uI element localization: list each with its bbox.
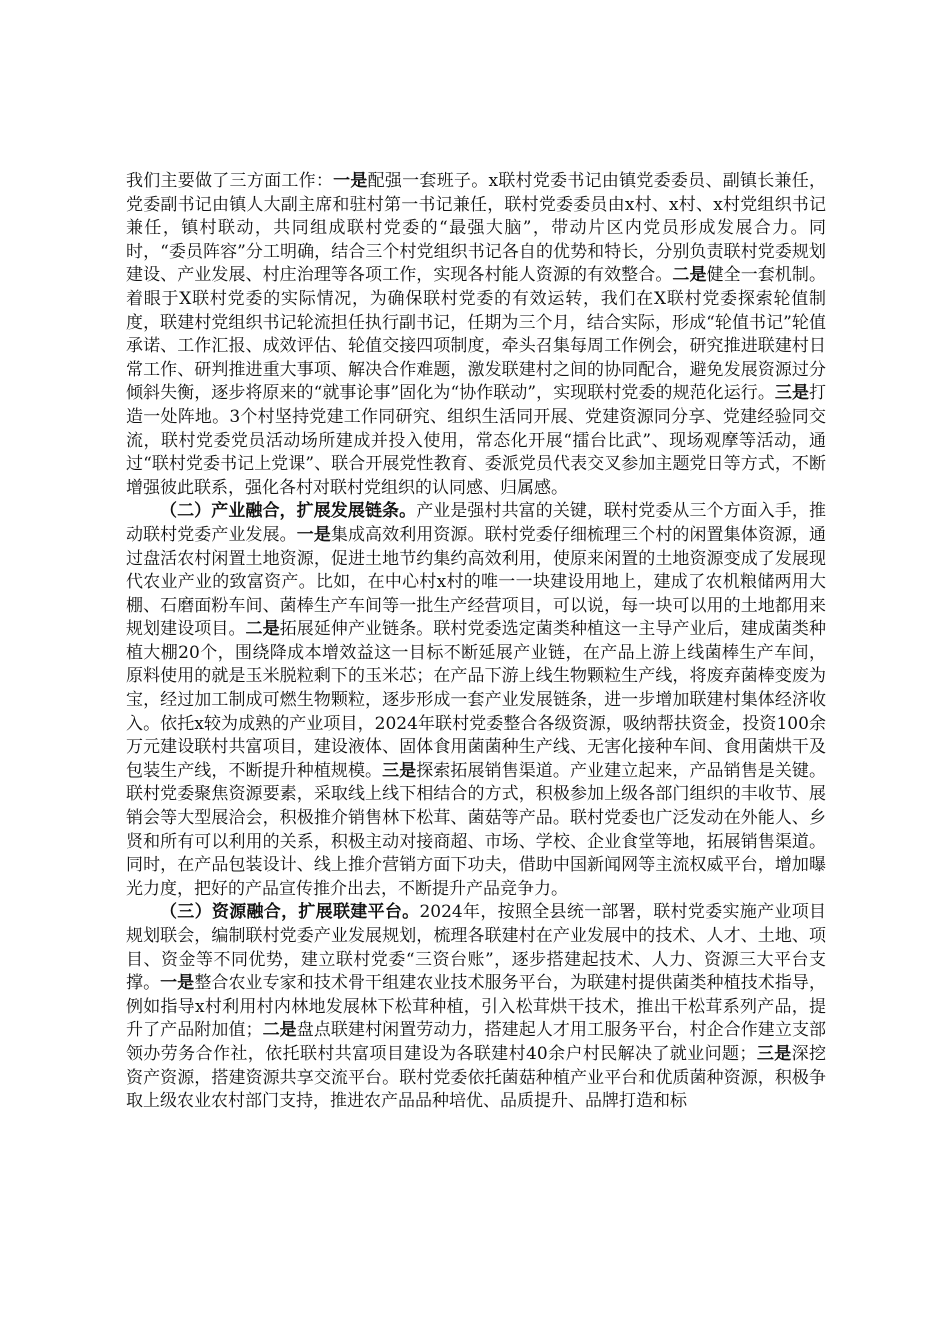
text-segment: 打造一处阵地。3个村坚持党建工作同研究、组织生活同开展、党建资源同分享、党建经验同交流，联村党委党员活动场所建成并投入使用，常态化开展“擂台比武”、现场观摩等活动，通过“联村党委书记上党课”、联合开展党性教育、委派党员代表交叉参加主题党日等方式，不断增强彼此联系，强化各村对联村党组织的认同感、归属感。 xyxy=(126,383,826,498)
text-segment: 产业是强村共富的关键，联村党委从三个方面入手，推动联村党委产业发展。 xyxy=(126,501,827,545)
emphasis-second: 二是 xyxy=(262,1020,297,1041)
text-segment: 配强一套班子。x联村党委书记由镇党委委员、副镇长兼任，党委副书记由镇人大副主席和驻村第一书记兼任，联村党委委员由x村、x村、x村党组织书记兼任，镇村联动，共同组成联村党委的“最强大脑”，带动片区内党员形成发展合力。同时，“委员阵容”分工明确，结合三个村党组织书记各自的优势和特长，分别负责联村党委规划建设、产业发展、村庄治理等各项工作，实现各村能人资源的有效整合。 xyxy=(126,171,827,286)
text-segment: 我们主要做了三方面工作： xyxy=(126,171,334,191)
emphasis-first: 一是 xyxy=(333,171,368,191)
text-segment: 拓展延伸产业链条。联村党委选定菌类种植这一主导产业后，建成菌类种植大棚20个，围绕降成本增效益这一目标不断延展产业链，在产品上游上线菌棒生产车间，原料使用的就是玉米脱粒剩下的玉米芯；在产品下游上线生物颗粒生产线，将废弃菌棒变废为宝，经过加工制成可燃生物颗粒，逐步形成一套产业发展链条，进一步增加联建村集体经济收入。依托x较为成熟的产业项目，2024年联村党委整合各级资源，吸纳帮扶资金，投资100余万元建设联村共富项目，建设液体、固体食用菌菌种生产线、无害化接种车间、食用菌烘干及包装生产线，不断提升种植规模。 xyxy=(126,619,827,781)
emphasis-second: 二是 xyxy=(672,265,707,286)
text-segment: 集成高效利用资源。联村党委仔细梳理三个村的闲置集体资源，通过盘活农村闲置土地资源，促进土地节约集约高效利用，使原来闲置的土地资源变成了发展现代农业产业的致富资产。比如，在中心村x村的唯一一块建设用地上，建成了农机粮储两用大棚、石磨面粉车间、菌棒生产车间等一批生产经营项目，可以说，每一块可以用的土地都用来规划建设项目。 xyxy=(126,524,827,640)
document-body xyxy=(126,170,826,1114)
emphasis-second: 二是 xyxy=(245,619,280,640)
text-segment: 探索拓展销售渠道。产业建立起来，产品销售是关键。联村党委聚焦资源要素，采取线上线下相结合的方式，积极参加上级各部门组织的丰收节、展销会等大型展洽会，积极推介销售林下松茸、菌菇等产品。联村党委也广泛发动在外能人、乡贤和所有可以利用的关系，积极主动对接商超、市场、学校、企业食堂等地，拓展销售渠道。同时，在产品包装设计、线上推介营销方面下功夫，借助中国新闻网等主流权威平台，增加曝光力度，把好的产品宣传推介出去，不断提升产品竞争力。 xyxy=(126,760,827,899)
text-segment: 2024年，按照全县统一部署，联村党委实施产业项目规划联会，编制联村党委产业发展规划，梳理各联建村在产业发展中的技术、人才、土地、项目、资金等不同优势，建立联村党委“三资台账”，逐步搭建起技术、人力、资源三大平台支撑。 xyxy=(126,902,827,994)
emphasis-third: 三是 xyxy=(382,760,417,781)
emphasis-third: 三是 xyxy=(756,1043,792,1064)
text-segment: 盘点联建村闲置劳动力，搭建起人才用工服务平台，村企合作建立支部领办劳务合作社，依托联村共富项目建设为各联建村40余户村民解决了就业问题； xyxy=(126,1020,827,1064)
paragraph-industry-integration xyxy=(126,500,826,901)
text-segment: 健全一套机制。着眼于X联村党委的实际情况，为确保联村党委的有效运转，我们在X联村党委探索轮值制度，联建村党组织书记轮流担任执行副书记，任期为三个月，结合实际，形成“轮值书记”轮值承诺、工作汇报、成效评估、轮值交接四项制度，牵头召集每周工作例会，研究推进联建村日常工作、研判推进重大事项、解决合作难题，激发联建村之间的协同配合，避免发展资源过分倾斜失衡，逐步将原来的“就事论事”固化为“协作联动”，实现联村党委的规范化运行。 xyxy=(126,265,827,404)
paragraph-work-overview xyxy=(126,170,826,500)
emphasis-first: 一是 xyxy=(296,524,331,545)
section-heading: （三）资源融合，扩展联建平台。 xyxy=(160,902,420,923)
section-heading: （二）产业融合，扩展发展链条。 xyxy=(160,501,417,522)
emphasis-third: 三是 xyxy=(774,383,809,404)
paragraph-resource-integration xyxy=(126,901,826,1113)
emphasis-first: 一是 xyxy=(160,973,195,994)
text-segment: 深挖资产资源，搭建资源共享交流平台。联村党委依托菌菇种植产业平台和优质菌种资源，积极争取上级农业农村部门支持，推进农产品品种培优、品质提升、品牌打造和标 xyxy=(126,1043,827,1112)
text-segment: 整合农业专家和技术骨干组建农业技术服务平台，为联建村提供菌类种植技术指导，例如指导x村利用村内林地发展林下松茸种植，引入松茸烘干技术，推出干松茸系列产品，提升了产品附加值； xyxy=(126,973,827,1041)
